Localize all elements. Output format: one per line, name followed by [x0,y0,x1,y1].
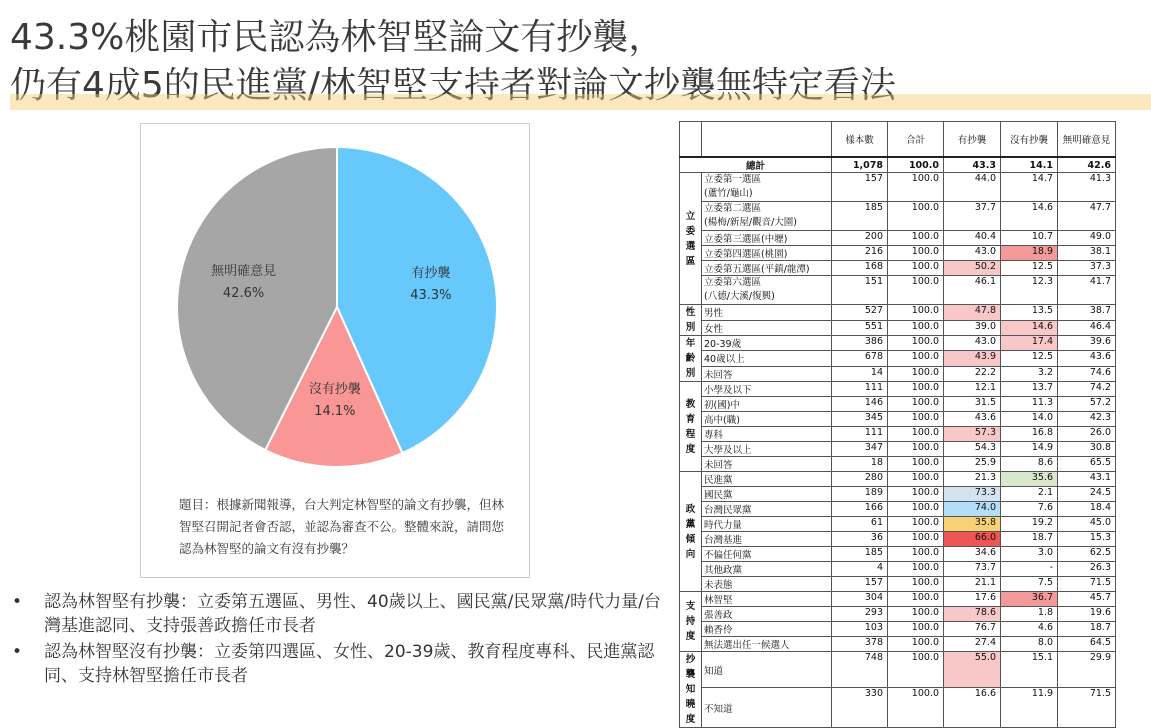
table-row [680,412,1116,427]
row-value: 4 [832,562,888,577]
row-value: 43.0 [944,246,1001,261]
row-label: 未表態 [702,577,832,592]
table-row [680,688,1116,728]
row-value: 73.7 [944,562,1001,577]
table-row [680,517,1116,532]
table-row [680,607,1116,622]
table-row [680,305,1116,321]
row-label: 初(國)中 [702,397,832,412]
row-value: 100.0 [888,382,944,397]
table-row [680,652,1116,688]
row-value: 36.7 [1001,592,1058,607]
row-value: 15.3 [1058,532,1116,547]
table-row [680,637,1116,652]
row-value: 185 [832,547,888,562]
group-label: 立 委 選 區 [680,173,702,305]
row-label: 立委第二選區 (楊梅/新屋/觀音/大園) [702,202,832,231]
row-value: 347 [832,442,888,457]
row-value: 100.0 [888,577,944,592]
row-value: 26.0 [1058,427,1116,442]
row-label: 立委第五選區(平鎮/龍潭) [702,261,832,276]
row-label: 未回答 [702,457,832,472]
row-value: 18.9 [1001,246,1058,261]
row-value: - [1001,562,1058,577]
row-value: 38.7 [1058,305,1116,321]
row-value: 76.7 [944,622,1001,637]
row-value: 41.3 [1058,173,1116,202]
table-row [680,173,1116,202]
header-yes: 有抄襲 [944,122,1001,158]
header-unsure: 無明確意見 [1058,122,1116,158]
row-label: 立委第三選區(中壢) [702,231,832,246]
group-label: 抄 襲 知 曉 度 [680,652,702,728]
row-value: 71.5 [1058,577,1116,592]
row-value: 216 [832,246,888,261]
row-value: 18.7 [1058,622,1116,637]
row-value: 57.3 [944,427,1001,442]
total-label: 總計 [680,157,832,173]
row-value: 19.2 [1001,517,1058,532]
bullet-dot: • [12,592,23,612]
header-no: 沒有抄襲 [1001,122,1058,158]
table-row [680,336,1116,351]
row-value: 189 [832,487,888,502]
row-value: 103 [832,622,888,637]
row-value: 78.6 [944,607,1001,622]
row-value: 14 [832,366,888,381]
pie-chart-panel [140,123,530,578]
row-value: 8.0 [1001,637,1058,652]
row-value: 100.0 [888,336,944,351]
row-value: 21.3 [944,472,1001,487]
row-value: 8.6 [1001,457,1058,472]
row-value: 18.7 [1001,532,1058,547]
table-row [680,472,1116,487]
table-row [680,382,1116,397]
row-value: 166 [832,502,888,517]
row-value: 330 [832,688,888,728]
row-value: 16.8 [1001,427,1058,442]
row-value: 304 [832,592,888,607]
table-row [680,442,1116,457]
row-value: 37.7 [944,202,1001,231]
row-value: 15.1 [1001,652,1058,688]
row-value: 35.6 [1001,472,1058,487]
row-label: 40歲以上 [702,351,832,366]
row-value: 100.0 [888,688,944,728]
total-value: 100.0 [888,157,944,173]
pie-chart [141,124,529,484]
table-row [680,276,1116,305]
row-value: 43.6 [1058,351,1116,366]
table-row [680,577,1116,592]
row-value: 4.6 [1001,622,1058,637]
row-label: 林智堅 [702,592,832,607]
row-value: 168 [832,261,888,276]
pie-slice-name-0: 有抄襲 [411,265,451,281]
row-value: 17.6 [944,592,1001,607]
row-value: 100.0 [888,276,944,305]
row-value: 100.0 [888,351,944,366]
row-value: 100.0 [888,231,944,246]
row-value: 71.5 [1058,688,1116,728]
table-row [680,622,1116,637]
row-label: 小學及以下 [702,382,832,397]
row-value: 386 [832,336,888,351]
group-label: 支 持 度 [680,592,702,652]
row-label: 專科 [702,427,832,442]
row-label: 20-39歲 [702,336,832,351]
table-row-total [680,157,1116,173]
row-value: 12.1 [944,382,1001,397]
row-value: 100.0 [888,487,944,502]
total-value: 1,078 [832,157,888,173]
row-label: 國民黨 [702,487,832,502]
table-row [680,397,1116,412]
table-row [680,351,1116,366]
row-value: 35.8 [944,517,1001,532]
pie-slice-value-2: 42.6% [222,285,265,301]
row-value: 61 [832,517,888,532]
row-value: 54.3 [944,442,1001,457]
table-row [680,320,1116,336]
table-row [680,547,1116,562]
row-label: 未回答 [702,366,832,381]
row-value: 39.0 [944,320,1001,336]
finding-item-no [12,640,662,688]
row-value: 16.6 [944,688,1001,728]
row-label: 台灣基進 [702,532,832,547]
row-value: 31.5 [944,397,1001,412]
row-value: 45.7 [1058,592,1116,607]
row-label: 不知道 [702,688,832,728]
table-row [680,532,1116,547]
row-value: 74.2 [1058,382,1116,397]
row-value: 55.0 [944,652,1001,688]
table-header-row [680,122,1116,158]
row-label: 高中(職) [702,412,832,427]
row-label: 台灣民眾黨 [702,502,832,517]
title-highlight-bar [10,94,1151,110]
row-value: 100.0 [888,427,944,442]
row-value: 3.2 [1001,366,1058,381]
table-row [680,562,1116,577]
row-value: 49.0 [1058,231,1116,246]
row-value: 74.0 [944,502,1001,517]
row-value: 47.8 [944,305,1001,321]
row-value: 551 [832,320,888,336]
row-value: 293 [832,607,888,622]
row-value: 280 [832,472,888,487]
row-value: 100.0 [888,320,944,336]
row-value: 46.1 [944,276,1001,305]
row-value: 64.5 [1058,637,1116,652]
table-row [680,487,1116,502]
row-label: 其他政黨 [702,562,832,577]
row-value: 18 [832,457,888,472]
row-value: 37.3 [1058,261,1116,276]
row-value: 3.0 [1001,547,1058,562]
row-value: 100.0 [888,502,944,517]
row-label: 立委第四選區(桃園) [702,246,832,261]
row-label: 不偏任何黨 [702,547,832,562]
row-value: 47.7 [1058,202,1116,231]
total-value: 43.3 [944,157,1001,173]
row-value: 100.0 [888,652,944,688]
bullet-dot: • [12,642,23,662]
row-value: 73.3 [944,487,1001,502]
row-value: 27.4 [944,637,1001,652]
row-value: 14.6 [1001,320,1058,336]
row-value: 65.5 [1058,457,1116,472]
row-label: 無法選出任一候選人 [702,637,832,652]
pie-slice-value-0: 43.3% [410,287,452,303]
row-value: 66.0 [944,532,1001,547]
finding-text: 認為林智堅有抄襲：立委第五選區、男性、40歲以上、國民黨/民眾黨/時代力量/台灣基進認同、支持張善政擔任市長者 [44,592,661,636]
row-value: 100.0 [888,397,944,412]
row-label: 民進黨 [702,472,832,487]
row-value: 17.4 [1001,336,1058,351]
row-value: 13.7 [1001,382,1058,397]
row-value: 14.9 [1001,442,1058,457]
row-value: 21.1 [944,577,1001,592]
row-value: 7.5 [1001,577,1058,592]
row-value: 62.5 [1058,547,1116,562]
row-label: 時代力量 [702,517,832,532]
row-value: 26.3 [1058,562,1116,577]
row-value: 527 [832,305,888,321]
row-value: 111 [832,427,888,442]
row-value: 45.0 [1058,517,1116,532]
row-value: 678 [832,351,888,366]
row-value: 100.0 [888,202,944,231]
row-value: 10.7 [1001,231,1058,246]
table-row [680,246,1116,261]
row-value: 11.9 [1001,688,1058,728]
row-value: 100.0 [888,532,944,547]
table-row [680,366,1116,381]
table-row [680,592,1116,607]
row-value: 345 [832,412,888,427]
row-label: 男性 [702,305,832,321]
row-value: 1.8 [1001,607,1058,622]
row-value: 100.0 [888,173,944,202]
row-value: 50.2 [944,261,1001,276]
row-value: 12.5 [1001,351,1058,366]
row-value: 146 [832,397,888,412]
row-value: 24.5 [1058,487,1116,502]
row-value: 378 [832,637,888,652]
row-value: 43.0 [944,336,1001,351]
row-value: 38.1 [1058,246,1116,261]
row-label: 立委第一選區 (蘆竹/龜山) [702,173,832,202]
pie-slice-value-1: 14.1% [314,403,356,419]
row-value: 18.4 [1058,502,1116,517]
total-value: 42.6 [1058,157,1116,173]
row-value: 14.0 [1001,412,1058,427]
finding-item-yes [12,590,662,638]
row-value: 100.0 [888,305,944,321]
row-value: 34.6 [944,547,1001,562]
finding-text: 認為林智堅沒有抄襲：立委第四選區、女性、20-39歲、教育程度專科、民進黨認同、支持林智堅擔任市長者 [44,642,655,686]
row-value: 43.9 [944,351,1001,366]
row-label: 知道 [702,652,832,688]
row-value: 46.4 [1058,320,1116,336]
row-value: 30.8 [1058,442,1116,457]
row-value: 100.0 [888,517,944,532]
findings-list [12,590,662,690]
row-value: 11.3 [1001,397,1058,412]
table-row [680,231,1116,246]
row-value: 151 [832,276,888,305]
table-row [680,502,1116,517]
row-value: 100.0 [888,457,944,472]
row-value: 39.6 [1058,336,1116,351]
row-value: 111 [832,382,888,397]
row-value: 100.0 [888,246,944,261]
crosstab-table [679,121,1116,728]
row-value: 14.6 [1001,202,1058,231]
pie-slice-name-2: 無明確意見 [211,263,277,279]
table-row [680,457,1116,472]
row-value: 100.0 [888,412,944,427]
group-label: 年 齡 別 [680,336,702,382]
row-value: 157 [832,173,888,202]
row-value: 100.0 [888,637,944,652]
title-line-2: 仍有4成5的民進黨/林智堅支持者對論文抄襲無特定看法 [10,65,896,106]
row-value: 13.5 [1001,305,1058,321]
row-value: 57.2 [1058,397,1116,412]
pie-slice-name-1: 沒有抄襲 [308,381,361,397]
header-group-blank [680,122,702,158]
row-value: 100.0 [888,547,944,562]
table-row [680,261,1116,276]
row-value: 25.9 [944,457,1001,472]
row-value: 12.3 [1001,276,1058,305]
row-value: 36 [832,532,888,547]
group-label: 性 別 [680,305,702,336]
row-value: 43.6 [944,412,1001,427]
total-value: 14.1 [1001,157,1058,173]
row-value: 41.7 [1058,276,1116,305]
row-value: 100.0 [888,592,944,607]
row-value: 100.0 [888,261,944,276]
header-label-blank [702,122,832,158]
title-line-1: 43.3%桃園市民認為林智堅論文有抄襲， [10,17,665,58]
row-value: 7.6 [1001,502,1058,517]
row-value: 200 [832,231,888,246]
row-value: 748 [832,652,888,688]
header-total: 合計 [888,122,944,158]
row-value: 19.6 [1058,607,1116,622]
survey-question: 題目：根據新聞報導，台大判定林智堅的論文有抄襲，但林智堅召開記者會否認，並認為審查不公。整體來說，請問您認為林智堅的論文有沒有抄襲？ [179,497,505,556]
row-value: 74.6 [1058,366,1116,381]
row-label: 張善政 [702,607,832,622]
row-value: 12.5 [1001,261,1058,276]
row-value: 100.0 [888,442,944,457]
table-row [680,202,1116,231]
row-value: 185 [832,202,888,231]
row-value: 40.4 [944,231,1001,246]
row-value: 100.0 [888,366,944,381]
row-value: 22.2 [944,366,1001,381]
row-value: 100.0 [888,562,944,577]
row-value: 100.0 [888,622,944,637]
row-value: 100.0 [888,472,944,487]
row-value: 44.0 [944,173,1001,202]
row-label: 大學及以上 [702,442,832,457]
row-value: 157 [832,577,888,592]
row-value: 100.0 [888,607,944,622]
row-value: 42.3 [1058,412,1116,427]
group-label: 政 黨 傾 向 [680,472,702,592]
row-label: 賴香伶 [702,622,832,637]
header-sample: 樣本數 [832,122,888,158]
row-label: 女性 [702,320,832,336]
row-value: 14.7 [1001,173,1058,202]
table-row [680,427,1116,442]
row-value: 29.9 [1058,652,1116,688]
row-value: 2.1 [1001,487,1058,502]
group-label: 教 育 程 度 [680,382,702,472]
row-value: 43.1 [1058,472,1116,487]
row-label: 立委第六選區 (八德/大溪/復興) [702,276,832,305]
